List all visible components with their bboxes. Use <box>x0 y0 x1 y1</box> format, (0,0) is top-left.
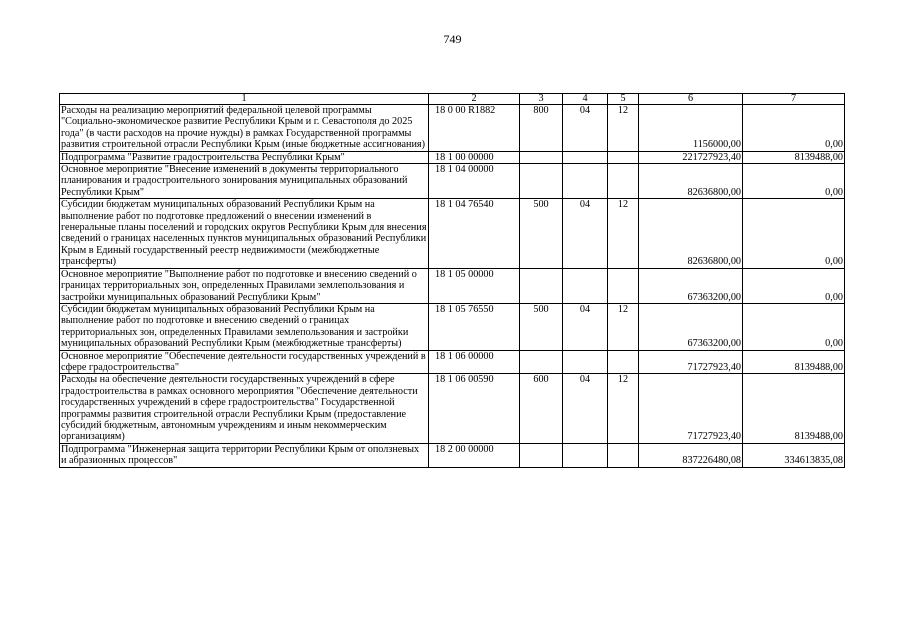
row-col4: 04 <box>563 303 608 350</box>
row-col3: 800 <box>520 105 563 152</box>
row-code: 18 2 00 00000 <box>429 443 520 467</box>
table-row <box>60 268 845 303</box>
row-col7: 8139488,00 <box>743 151 845 163</box>
row-name: Расходы на обеспечение деятельности государственных учреждений в сфере градостроительства в рамках основного мероприятия "Обеспечение деятельности государственных учреждений в сфере градостроительства" Государственной программы развития строительной отрасли Республики Крым (предоставление субсидий бюджетным, автономным учреждениям и иным некоммерческим организациям) <box>60 374 429 443</box>
row-col6: 71727923,40 <box>639 350 743 374</box>
row-code: 18 1 04 00000 <box>429 164 520 199</box>
header-row <box>60 94 845 105</box>
row-name: Подпрограмма "Развитие градостроительства Республики Крым" <box>60 151 429 163</box>
header-cell-3: 3 <box>520 94 563 105</box>
table-row <box>60 350 845 374</box>
table-row <box>60 199 845 268</box>
page-number: 749 <box>443 32 462 46</box>
row-col5 <box>608 164 639 199</box>
header-cell-5: 5 <box>608 94 639 105</box>
row-col4: 04 <box>563 199 608 268</box>
row-code: 18 1 06 00590 <box>429 374 520 443</box>
row-col5 <box>608 268 639 303</box>
row-code: 18 1 04 76540 <box>429 199 520 268</box>
row-name: Основное мероприятие "Обеспечение деятельности государственных учреждений в сфере градостроительства" <box>60 350 429 374</box>
table-row <box>60 443 845 467</box>
row-col6: 837226480,08 <box>639 443 743 467</box>
row-col5: 12 <box>608 303 639 350</box>
row-col5: 12 <box>608 199 639 268</box>
row-col7: 334613835,08 <box>743 443 845 467</box>
row-col6: 67363200,00 <box>639 268 743 303</box>
row-code: 18 1 00 00000 <box>429 151 520 163</box>
row-col4 <box>563 350 608 374</box>
row-col7: 8139488,00 <box>743 374 845 443</box>
row-col7: 8139488,00 <box>743 350 845 374</box>
row-col4 <box>563 268 608 303</box>
row-name: Субсидии бюджетам муниципальных образований Республики Крым на выполнение работ по подготовке и внесению сведений о границах территориальных зон, определенных Правилами землепользования и застройки муниципальных образований Республики Крым (межбюджетные трансферты) <box>60 303 429 350</box>
header-cell-7: 7 <box>743 94 845 105</box>
row-code: 18 0 00 R1882 <box>429 105 520 152</box>
row-code: 18 1 06 00000 <box>429 350 520 374</box>
row-col3 <box>520 164 563 199</box>
row-col5 <box>608 443 639 467</box>
row-col6: 82636800,00 <box>639 164 743 199</box>
row-col4 <box>563 151 608 163</box>
row-col5: 12 <box>608 105 639 152</box>
row-col3 <box>520 268 563 303</box>
header-cell-2: 2 <box>429 94 520 105</box>
table-row <box>60 164 845 199</box>
table-row <box>60 151 845 163</box>
row-col7: 0,00 <box>743 268 845 303</box>
row-name: Основное мероприятие "Выполнение работ по подготовке и внесению сведений о границах территориальных зон, определенных Правилами землепользования и застройки муниципальных образований Республики Крым" <box>60 268 429 303</box>
row-col6: 82636800,00 <box>639 199 743 268</box>
row-col3: 500 <box>520 303 563 350</box>
row-col4: 04 <box>563 105 608 152</box>
row-col3: 500 <box>520 199 563 268</box>
header-cell-1: 1 <box>60 94 429 105</box>
row-col3 <box>520 443 563 467</box>
header-cell-6: 6 <box>639 94 743 105</box>
row-name: Субсидии бюджетам муниципальных образований Республики Крым на выполнение работ по подготовке предложений о внесении изменений в генеральные планы поселений и городских округов Республики Крым для внесения сведений о границах населенных пунктов муниципальных образований Республики Крым в Единый государственный реестр недвижимости (межбюджетные трансферты) <box>61 199 427 268</box>
row-name: Основное мероприятие "Внесение изменений в документы территориального планирования и градостроительного зонирования муниципальных образований Республики Крым" <box>60 164 429 199</box>
row-name: Расходы на реализацию мероприятий федеральной целевой программы "Социально-экономическое развитие Республики Крым и г. Севастополя до 2025 года" (в части расходов на прочие нужды) в рамках Государственной программы развития строительной отрасли Республики Крым (иные бюджетные ассигнования) <box>60 105 429 152</box>
row-col4: 04 <box>563 374 608 443</box>
row-col3 <box>520 350 563 374</box>
budget-table <box>59 93 845 468</box>
table-row <box>60 374 845 443</box>
table-row <box>60 105 845 152</box>
row-name: Подпрограмма "Инженерная защита территории Республики Крым от оползневых и абразионных процессов" <box>60 443 429 467</box>
row-col6: 221727923,40 <box>639 151 743 163</box>
row-col7: 0,00 <box>743 164 845 199</box>
row-code: 18 1 05 00000 <box>429 268 520 303</box>
row-col5: 12 <box>608 374 639 443</box>
row-col4 <box>563 164 608 199</box>
row-col5 <box>608 151 639 163</box>
row-col7: 0,00 <box>743 105 845 152</box>
row-code: 18 1 05 76550 <box>429 303 520 350</box>
table-row <box>60 303 845 350</box>
row-col6: 67363200,00 <box>639 303 743 350</box>
row-col7: 0,00 <box>743 199 845 268</box>
row-col3 <box>520 151 563 163</box>
header-cell-4: 4 <box>563 94 608 105</box>
row-col6: 1156000,00 <box>639 105 743 152</box>
row-col5 <box>608 350 639 374</box>
row-col7: 0,00 <box>743 303 845 350</box>
row-col4 <box>563 443 608 467</box>
row-col3: 600 <box>520 374 563 443</box>
row-col6: 71727923,40 <box>639 374 743 443</box>
